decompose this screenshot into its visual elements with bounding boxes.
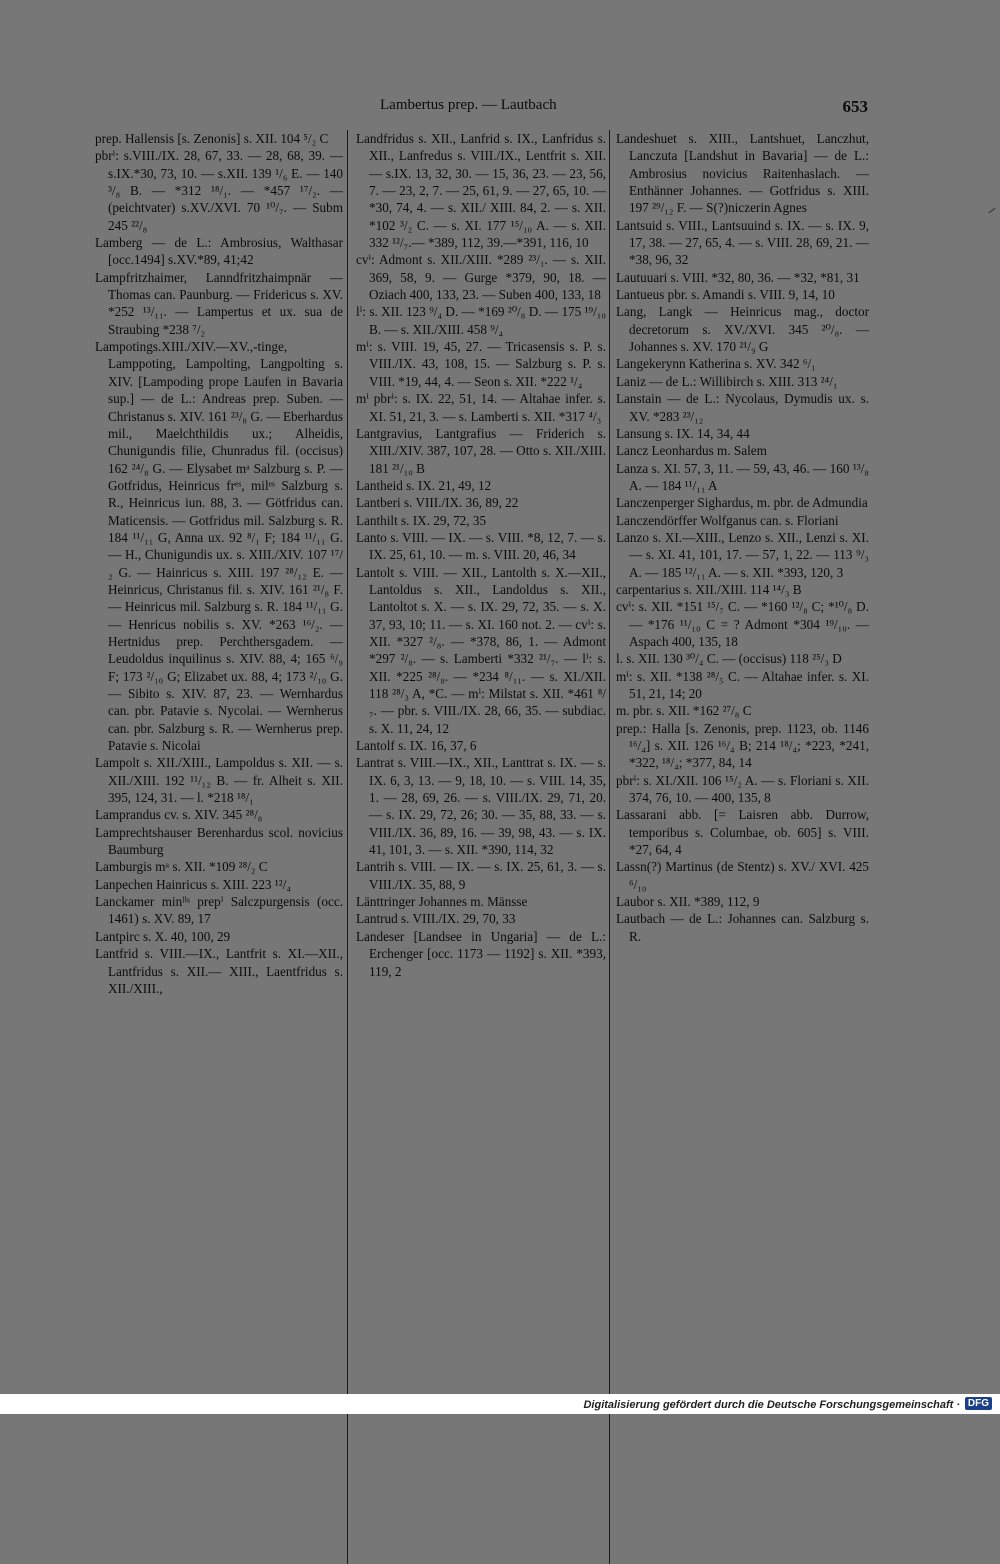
index-entry: Langekerynn Katherina s. XV. 342 ⁶/₁ bbox=[616, 356, 816, 372]
index-entry: Lampfritzhaimer, Lanndfritzhaimpnär — Thomas can. Paunburg. — Fridericus s. XV. *252 ¹³/₁₁. — Lampertus et ux. sua de Straubing *238 ⁷/₂ bbox=[95, 269, 343, 337]
column-rule bbox=[609, 130, 610, 1564]
index-entry: Lanthilt s. IX. 29, 72, 35 bbox=[356, 512, 487, 528]
index-entry: Lang, Langk — Heinricus mag., doctor decretorum s. XV./XVI. 345 ²⁰/₈. — Johannes s. XV. 170 ²¹/₉ G bbox=[616, 304, 869, 355]
index-entry: Lantheid s. IX. 21, 49, 12 bbox=[356, 477, 492, 493]
index-entry: Lamberg — de L.: Ambrosius, Walthasar [occ.1494] s.XV.*89, 41;42 bbox=[95, 235, 343, 268]
column-rule bbox=[347, 130, 348, 1564]
index-column-3 bbox=[616, 130, 869, 945]
index-entry: l. s. XII. 130 ³⁰/₄ C. — (occisus) 118 ²⁵/₃ D bbox=[616, 651, 842, 667]
index-entry: Lantrat s. VIII.—IX., XII., Lanttrat s. IX. — s. IX. 6, 3, 13. — 9, 18, 10. — s. VIII. 14, 35, 1. — 28, 69, 26. — s. VIII./IX. 29, 71, 20. — s. IX. 29, 72, 26; 30. — 35, 88, 33. — s. VIII./IX. 36, 89, 16. — 39, 98, 43. — s. IX. 41, 101, 3. — s. XII. *390, 114, 32 bbox=[356, 755, 606, 858]
index-entry: Lautbach — de L.: Johannes can. Salzburg s. R. bbox=[616, 911, 869, 944]
dfg-logo: DFG bbox=[965, 1397, 992, 1410]
index-entry: Lantfrid s. VIII.—IX., Lantfrit s. XI.—XII., Lantfridus s. XII.— XIII., Laentfridus s. XII./XIII., bbox=[95, 946, 343, 996]
index-column-2 bbox=[356, 130, 606, 980]
index-entry: Lantpirc s. X. 40, 100, 29 bbox=[95, 928, 231, 944]
index-entry: Lantolt s. VIII. — XII., Lantolth s. X.—XII., Lantoldus s. XII., Landoldus s. XII., Lantoltot s. X. — s. IX. 29, 72, 35. — s. X. 37, 93, 10; 11. — s. XI. 160 not. 2. — cvⁱ: s. XII. *327 ²/₈. — *378, 86, 1. — Admont *297 ²/₈. — s. Lamberti *332 ²¹/₇. — lⁱ: s. XII. *225 ²⁸/₈. — *234 ⁸/₁₁. — s. XI./XII. 118 ²⁸/₃ A, *C. — mⁱ: Milstat s. XII. *461 ⁸/₇. — pbr. s. VIII./IX. 28, 66, 35. — subdiac. s. X. 11, 24, 12 bbox=[356, 564, 606, 736]
index-entry: mⁱ: s. XII. *138 ²⁸/₅ C. — Altahae infer. s. XI. 51, 21, 14; 20 bbox=[616, 668, 869, 701]
index-entry: Landeshuet s. XIII., Lantshuet, Lanczhut, Lanczuta [Landshut in Bavaria] — de L.: Ambrosius novicius Raitenhaslach. — Enthänner Johannes. — Gotfridus s. XIII. 197 ²⁹/₁₂ F. — S(?)niczerin Agnes bbox=[616, 131, 869, 216]
index-entry: Lanstain — de L.: Nycolaus, Dymudis ux. s. XV. *283 ²³/₁₂ bbox=[616, 391, 869, 424]
index-entry: Laubor s. XII. *389, 112, 9 bbox=[616, 894, 760, 910]
index-entry: pbrⁱ: s.VIII./IX. 28, 67, 33. — 28, 68, 39. — s.IX.*30, 73, 10. — s.XII. 139 ¹/₆ E. — 140 ³/₈ B. — *312 ¹⁸/₁. — *457 ¹⁷/₂. — (peichtvater) s.XV./XVI. 70 ¹⁰/₇. — Subm 245 ²²/₈ bbox=[95, 148, 343, 233]
index-entry: Lanzo s. XI.—XIII., Lenzo s. XII., Lenzi s. XI. — s. XI. 41, 101, 17. — 57, 1, 22. — 113 ⁹/₃ A. — 185 ¹²/₁₁ A. — s. XII. *393, 120, 3 bbox=[616, 529, 869, 580]
index-entry: Lanczenperger Sighardus, m. pbr. de Admundia bbox=[616, 495, 868, 511]
index-entry: Lantolf s. IX. 16, 37, 6 bbox=[356, 738, 477, 754]
index-entry: Landeser [Landsee in Ungaria] — de L.: Erchenger [occ. 1173 — 1192] s. XII. *393, 119, 2 bbox=[356, 928, 606, 979]
index-entry: Lansung s. IX. 14, 34, 44 bbox=[616, 425, 750, 441]
index-entry: Lantueus pbr. s. Amandi s. VIII. 9, 14, 10 bbox=[616, 287, 835, 303]
index-entry: Lanza s. XI. 57, 3, 11. — 59, 43, 46. — 160 ¹³/₈ A. — 184 ¹¹/₁₁ A bbox=[616, 460, 869, 493]
index-entry: Lassn(?) Martinus (de Stentz) s. XV./ XVI. 425 ⁶/₁₀ bbox=[616, 859, 869, 892]
index-entry: Landfridus s. XII., Lanfrid s. IX., Lanfridus s. XII., Lanfredus s. VIII./IX., Lentfrit s. XII. — s.IX. 13, 32, 30. — 15, 36, 23. — 23, 56, 7. — 23, 2, 7. — 25, 61, 9. — 27, 65, 10. — *30, 74, 4. — s. XII./ XIII. 84, 2. — s. XII. *102 ³/₂ C. — s. XI. 177 ¹⁵/₁₀ A. — s. XII. 332 ¹²/₇.— *389, 112, 39.—*391, 116, 10 bbox=[356, 131, 606, 251]
index-entry: Lanto s. VIII. — IX. — s. VIII. *8, 12, 7. — s. IX. 25, 61, 10. — m. s. VIII. 20, 46, 34 bbox=[356, 529, 606, 563]
index-entry: Lancz Leonhardus m. Salem bbox=[616, 443, 767, 459]
running-head: Lambertus prep. — Lautbach bbox=[380, 97, 557, 113]
margin-mark bbox=[988, 208, 995, 213]
index-entry: Lamprechtshauser Berenhardus scol. novicius Baumburg bbox=[95, 824, 343, 858]
index-entry: Lanpechen Hainricus s. XIII. 223 ¹²/₄ bbox=[95, 876, 291, 892]
index-entry: cvⁱ: Admont s. XII./XIII. *289 ²³/₁. — s. XII. 369, 58, 9. — Gurge *379, 90, 18. — Oziach 400, 133, 23. — Suben 400, 133, 18 bbox=[356, 252, 606, 303]
index-entry: Lassarani abb. [= Laisren abb. Durrow, temporibus s. Columbae, ob. 605] s. VIII. *27, 64, 4 bbox=[616, 807, 869, 858]
index-entry: lⁱ: s. XII. 123 ⁹/₄ D. — *169 ²⁰/₈ D. — 175 ¹⁹/₁₀ B. — s. XII./XIII. 458 ⁹/₄ bbox=[356, 304, 606, 337]
index-entry: Lantrih s. VIII. — IX. — s. IX. 25, 61, 3. — s. VIII./IX. 35, 88, 9 bbox=[356, 859, 606, 892]
index-entry: prep.: Halla [s. Zenonis, prep. 1123, ob. 1146 ¹⁶/₄] s. XII. 126 ¹⁶/₄ B; 214 ¹⁸/₄; *223, *241, *322, ¹⁸/₄; *377, 84, 14 bbox=[616, 720, 869, 771]
index-entry: Lautuuari s. VIII. *32, 80, 36. — *32, *81, 31 bbox=[616, 269, 860, 285]
index-entry: mⁱ: s. VIII. 19, 45, 27. — Tricasensis s. P. s. VIII./IX. 43, 108, 15. — Salzburg s. P. s. VIII. *19, 44, 4. — Seon s. XII. *222 ¹/₄ bbox=[356, 339, 606, 389]
index-entry: Lanckamer minˡⁱˢ prepⁱ Salczpurgensis (occ. 1461) s. XV. 89, 17 bbox=[95, 894, 343, 927]
index-entry: Lamprandus cv. s. XIV. 345 ²⁸/₈ bbox=[95, 807, 263, 823]
index-entry: pbrⁱ: s. XI./XII. 106 ¹⁵/₂ A. — s. Floriani s. XII. 374, 76, 10. — 400, 135, 8 bbox=[616, 772, 869, 806]
index-column-1 bbox=[95, 130, 343, 997]
index-entry: Lampotings.XIII./XIV.—XV.,-tinge, Lamppoting, Lampolting, Langpolting s. XIV. [Lampoding prope Laufen in Bavaria sup.] — de L.: Andreas prep. Suben. — Christanus s. XIV. 161 ²³/₈ G. — Eberhardus mil., Maelchthildis ux.; Alheidis, Chunigundis filie, Chunradus fil. (occisus) 162 ²⁴/₈ G. — Elysabet mᵃ Salzburg s. P. — Gotfridus, Heinricus frᵉˢ, milᵉˢ Salzburg s. R., Heinricus iun. 88, 3. — Götfridus can. Maticensis. — Gotfridus mil. Salzburg s. R. 184 ¹¹/₁₁ G, Anna ux. 92 ⁸/₁ F; 184 ¹¹/₁₁ G. — H., Chunigundis ux. s. XIII./XIV. 107 ¹⁷/₂ G. — Hainricus s. XIII. 197 ²⁸/₁₂ E. — Heinricus, Christanus fil. s. XIV. 161 ²¹/₈ F. — Heinricus mil. Salzburg s. R. 184 ¹¹/₁₁ G. — Henricus nobilis s. XV. *263 ¹⁶/₂. — Hertnidus prep. Perchthersgadem. — Leudoldus inquilinus s. XIV. 88, 4; 165 ⁶/₉ F; 173 ²/₁₀ G; Elizabet ux. 88, 4; 173 ²/₁₀ G. — Sibito s. XIV. 87, 23. — Wernhardus can. pbr. Patavie s. Nycolai. — Wernherus can. pbr. Salzburg s. R. — Wernherus prep. Patavie s. Nicolai bbox=[95, 339, 343, 754]
index-entry: prep. Hallensis [s. Zenonis] s. XII. 104 ⁵/₂ C bbox=[95, 131, 329, 146]
index-entry: Lamburgis mᵃ s. XII. *109 ²⁸/₂ C bbox=[95, 859, 268, 875]
index-entry: mⁱ pbrⁱ: s. IX. 22, 51, 14. — Altahae infer. s. XI. 51, 21, 3. — s. Lamberti s. XII. *317 ⁴/₃ bbox=[356, 391, 606, 424]
index-entry: Lantsuid s. VIII., Lantsuuind s. IX. — s. IX. 9, 17, 38. — 27, 65, 4. — s. VIII. 28, 69, 21. — *38, 96, 32 bbox=[616, 217, 869, 268]
index-entry: Lantberi s. VIII./IX. 36, 89, 22 bbox=[356, 495, 519, 511]
index-entry: carpentarius s. XII./XIII. 114 ¹⁴/₃ B bbox=[616, 581, 802, 597]
index-entry: Lanczendörffer Wolfganus can. s. Floriani bbox=[616, 512, 839, 528]
footer-credit: Digitalisierung gefördert durch die Deutsche Forschungsgemeinschaft · bbox=[583, 1399, 960, 1411]
index-entry: Länttringer Johannes m. Mänsse bbox=[356, 894, 528, 910]
index-entry: Lantrud s. VIII./IX. 29, 70, 33 bbox=[356, 911, 516, 927]
index-entry: Lampolt s. XII./XIII., Lampoldus s. XII. — s. XII./XIII. 192 ¹¹/₁₂ B. — fr. Alheit s. XII. 395, 124, 31. — l. *218 ¹⁸/₁ bbox=[95, 755, 343, 806]
index-entry: Lantgravius, Lantgrafius — Friderich s. XIII./XIV. 387, 107, 28. — Otto s. XII./XIII. 181 ²¹/₁₀ B bbox=[356, 425, 606, 476]
index-entry: cvⁱ: s. XII. *151 ¹⁵/₇ C. — *160 ¹²/₈ C; *¹⁰/₈ D. — *176 ¹¹/₁₀ C = ? Admont *304 ¹⁹/₁₀. — Aspach 400, 135, 18 bbox=[616, 599, 869, 649]
index-entry: Laniz — de L.: Willibirch s. XIII. 313 ²⁴/₁ bbox=[616, 373, 838, 389]
index-entry: m. pbr. s. XII. *162 ²⁷/₈ C bbox=[616, 703, 752, 719]
page-number: 653 bbox=[842, 97, 868, 116]
